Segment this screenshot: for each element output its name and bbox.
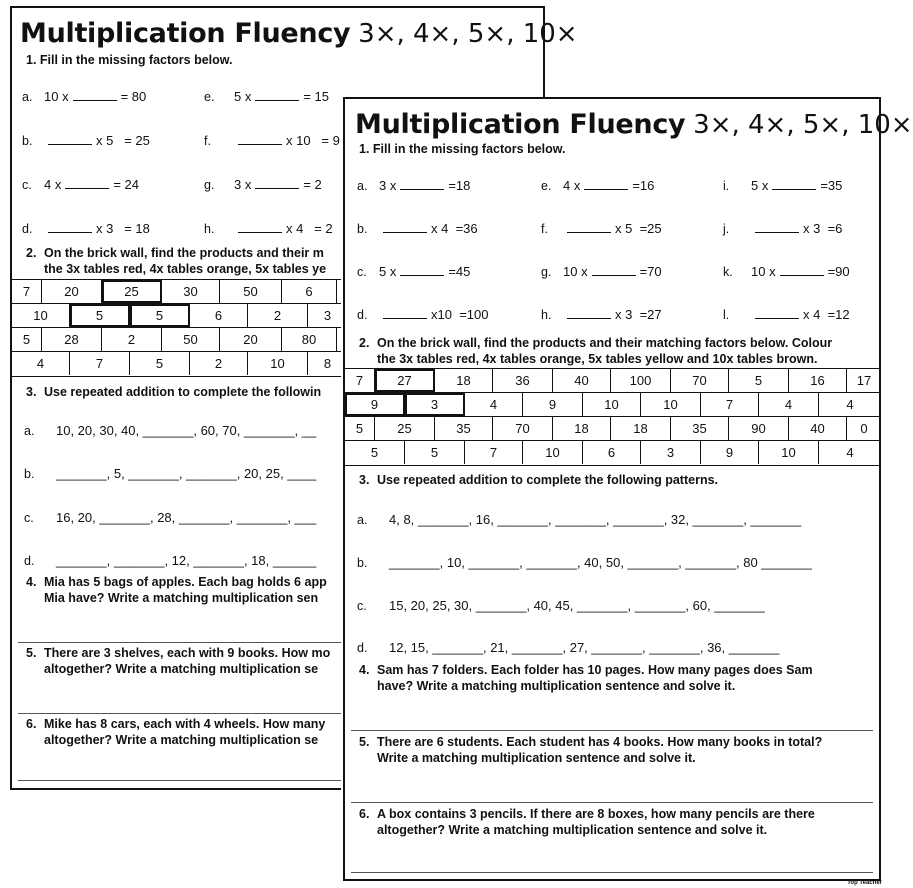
brick: 7: [70, 352, 130, 375]
question-1: 1. Fill in the missing factors below.: [359, 142, 566, 156]
brick: 5: [345, 417, 375, 440]
fill-row: a. 3 x =18 e. 4 x =16 i. 5 x =35: [345, 175, 879, 195]
question-2: 2. On the brick wall, find the products and their matching factors below. Colour the 3x tables red, 4x tables orange, 5x tables yellow and 10x tables brown.: [359, 336, 833, 366]
brick: 10: [12, 304, 70, 327]
fill-row: d. x10 =100 h. x 3 =27 l. x 4 =12: [345, 304, 879, 324]
question-3: 3. Use repeated addition to complete the followin: [26, 385, 322, 399]
brick: 4: [759, 393, 819, 416]
brick: 28: [42, 328, 102, 351]
brick: 50: [220, 280, 282, 303]
brick: 40: [553, 369, 611, 392]
brick: 4: [846, 445, 854, 460]
brick: 5: [130, 352, 190, 375]
pattern-row: a. 4, 8, _______, 16, _______, _______, _______, 32, _______, _______: [357, 512, 802, 527]
brick: 4: [465, 393, 523, 416]
fill-row: b. x 4 =36 f. x 5 =25 j. x 3 =6: [345, 218, 879, 238]
brick: 80: [282, 328, 337, 351]
brick: 30: [162, 280, 220, 303]
brick: 5: [405, 441, 465, 464]
brick: 10: [583, 393, 641, 416]
pattern-row: d. _______, _______, 12, _______, 18, ______: [24, 553, 317, 568]
brick: 25: [102, 280, 162, 303]
brick: 100: [611, 369, 671, 392]
brick: 3: [405, 393, 465, 416]
brick: 5: [729, 369, 789, 392]
page-title: Multiplication Fluency 3×, 4×, 5×, 10×: [355, 109, 913, 140]
brick: 0: [860, 421, 868, 436]
question-5: 5. There are 3 shelves, each with 9 books. How mo altogether? Write a matching multiplication se: [26, 646, 331, 676]
brick: 25: [375, 417, 435, 440]
brick: 3: [641, 441, 701, 464]
fill-row: a. 10 x = 80 e. 5 x = 15: [12, 86, 543, 106]
pattern-row: a. 10, 20, 30, 40, _______, 60, 70, _______, __: [24, 423, 317, 438]
question-6: 6. Mike has 8 cars, each with 4 wheels. How many altogether? Write a matching multiplication se: [26, 717, 326, 747]
brick: 5: [70, 304, 130, 327]
pattern-row: b. _______, 10, _______, _______, 40, 50, _______, _______, 80 _______: [357, 555, 812, 570]
question-2: 2. On the brick wall, find the products and their m the 3x tables red, 4x tables orange, 5x tables ye: [26, 246, 327, 276]
brick: 90: [729, 417, 789, 440]
brick: 6: [282, 280, 337, 303]
brick: 10: [641, 393, 701, 416]
brick: 10: [523, 441, 583, 464]
brick: 7: [345, 369, 375, 392]
brick: 20: [220, 328, 282, 351]
brick: 8: [308, 352, 348, 375]
brick: 9: [523, 393, 583, 416]
brick: 18: [553, 417, 611, 440]
fill-row: b. x 5 = 25 f. x 10 = 9: [12, 130, 543, 150]
brick: 5: [12, 328, 42, 351]
page-title: Multiplication Fluency 3×, 4×, 5×, 10×: [20, 18, 578, 49]
brick: 9: [345, 393, 405, 416]
brick: 18: [435, 369, 493, 392]
answer-line: [351, 730, 873, 731]
brick: 2: [248, 304, 308, 327]
brick: 7: [701, 393, 759, 416]
brick: 35: [435, 417, 493, 440]
brick: 4: [12, 352, 70, 375]
brick: 10: [248, 352, 308, 375]
brick: 40: [789, 417, 847, 440]
brick: 27: [375, 369, 435, 392]
brick: 18: [611, 417, 671, 440]
brick: 7: [12, 280, 42, 303]
brick: 17: [856, 373, 872, 388]
question-4: 4. Sam has 7 folders. Each folder has 10 pages. How many pages does Sam have? Write a matching multiplication sentence and solve it.: [359, 663, 813, 693]
brick: 36: [493, 369, 553, 392]
brick: 5: [345, 441, 405, 464]
worksheet-front: [343, 97, 913, 881]
brick: 3: [308, 304, 348, 327]
question-5: 5. There are 6 students. Each student has 4 books. How many books in total? Write a matching multiplication sentence and solve it.: [359, 735, 823, 765]
answer-line: [351, 802, 873, 803]
pattern-row: c. 15, 20, 25, 30, _______, 40, 45, _______, _______, 60, _______: [357, 598, 765, 613]
pattern-row: c. 16, 20, _______, 28, _______, _______, ___: [24, 510, 317, 525]
brick: 35: [671, 417, 729, 440]
brick: 2: [102, 328, 162, 351]
brick: 20: [42, 280, 102, 303]
brick: 6: [583, 441, 641, 464]
answer-line: [351, 872, 873, 873]
pattern-row: b. _______, 5, _______, _______, 20, 25, ____: [24, 466, 317, 481]
brick: 6: [190, 304, 248, 327]
brick: 16: [789, 369, 847, 392]
fill-row: d. x 3 = 18 h. x 4 = 2: [12, 218, 543, 238]
publisher-credit: Top Teacher: [847, 880, 882, 886]
question-1: 1. Fill in the missing factors below.: [26, 53, 233, 67]
brick: 10: [759, 441, 819, 464]
brick: 4: [846, 397, 854, 412]
brick: 70: [493, 417, 553, 440]
brick: 9: [701, 441, 759, 464]
brick: 5: [130, 304, 190, 327]
question-6: 6. A box contains 3 pencils. If there are 8 boxes, how many pencils are there altogether? Write a matching multiplication sentence and solve it.: [359, 807, 815, 837]
brick: 2: [190, 352, 248, 375]
brick: 7: [465, 441, 523, 464]
brick: 50: [162, 328, 220, 351]
fill-row: c. 5 x =45 g. 10 x =70 k. 10 x =90: [345, 261, 879, 281]
question-4: 4. Mia has 5 bags of apples. Each bag holds 6 app Mia have? Write a matching multiplication sen: [26, 575, 327, 605]
fill-row: c. 4 x = 24 g. 3 x = 2: [12, 174, 543, 194]
pattern-row: d. 12, 15, _______, 21, _______, 27, _______, _______, 36, _______: [357, 640, 780, 655]
brick: 70: [671, 369, 729, 392]
question-3: 3. Use repeated addition to complete the following patterns.: [359, 473, 719, 487]
